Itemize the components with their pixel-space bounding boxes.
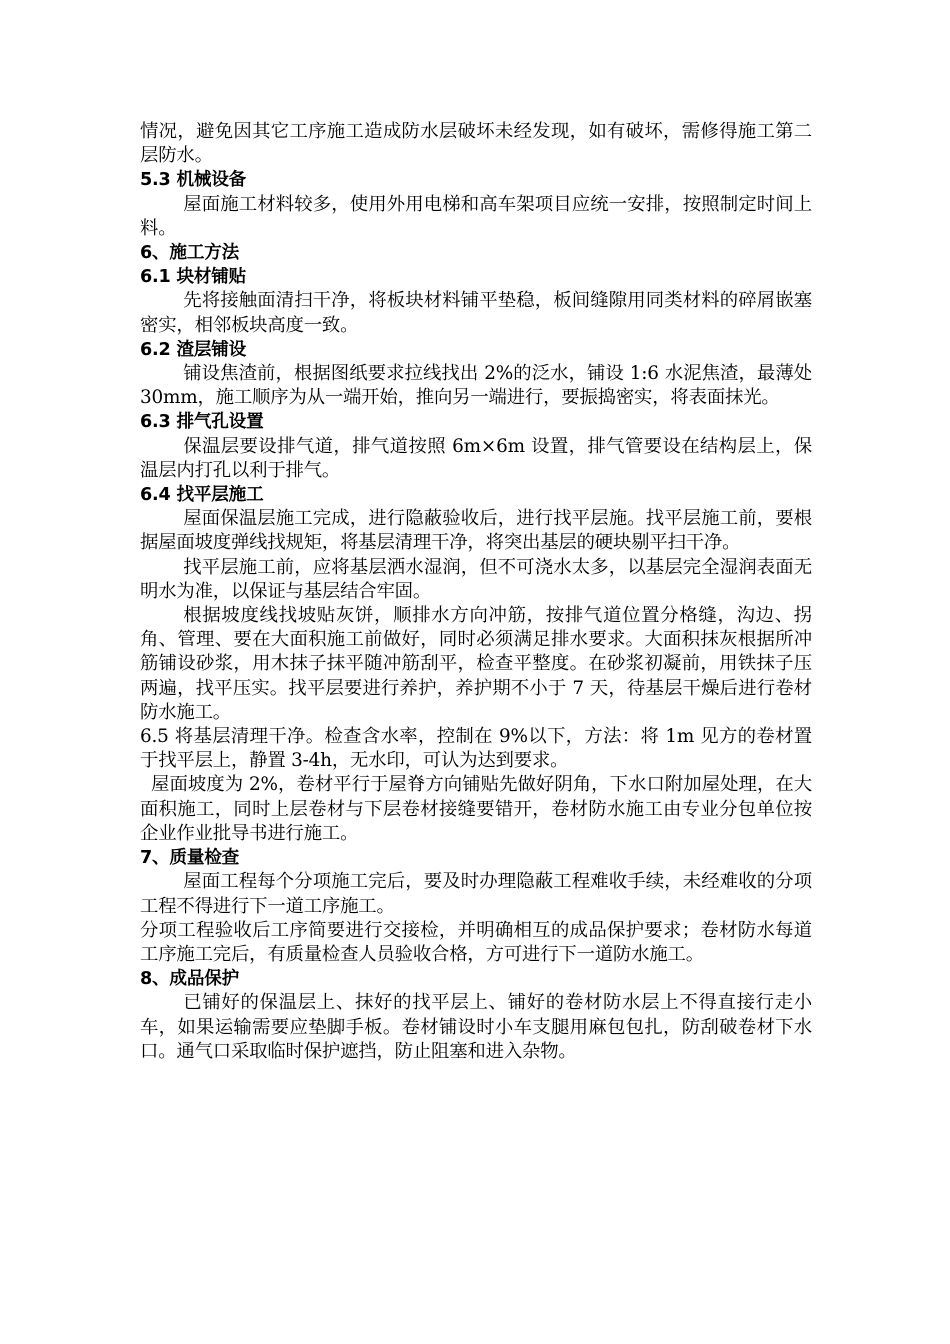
paragraph-6-2: 铺设焦渣前，根据图纸要求拉线找出 2%的泛水，铺设 1:6 水泥焦渣，最薄处 30mm，施工顺序为从一端开始，推向另一端进行，要振捣密实，将表面抹光。	[140, 363, 812, 409]
heading-6: 6、施工方法	[140, 243, 240, 264]
heading-5-3: 5.3 机械设备	[140, 170, 247, 191]
paragraph-6-1: 先将接触面清扫干净，将板块材料铺平垫稳，板间缝隙用同类材料的碎屑嵌塞密实，相邻板块高度一致。	[140, 290, 812, 336]
paragraph-6-4-b: 找平层施工前，应将基层洒水湿润，但不可浇水太多，以基层完全湿润表面无明水为准，以保证与基层结合牢固。	[140, 556, 812, 602]
paragraph-6-5-b: 屋面坡度为 2%，卷材平行于屋脊方向铺贴先做好阴角，下水口附加屋处理，在大面积施工，同时上层卷材与下层卷材接缝要错开，卷材防水施工由专业分包单位按企业作业批导书进行施工。	[140, 774, 812, 844]
heading-6-2: 6.2 渣层铺设	[140, 339, 247, 360]
heading-6-1: 6.1 块材铺贴	[140, 267, 247, 288]
paragraph-6-3: 保温层要设排气道，排气道按照 6m×6m 设置，排气管要设在结构层上，保温层内打孔以利于排气。	[140, 435, 812, 481]
paragraph-7-a: 屋面工程每个分项施工完后，要及时办理隐蔽工程难收手续，未经难收的分项工程不得进行下一道工序施工。	[140, 871, 812, 917]
paragraph-6-5: 6.5 将基层清理干净。检查含水率，控制在 9%以下，方法：将 1m 见方的卷材置于找平层上，静置 3-4h，无水印，可认为达到要求。	[140, 726, 812, 772]
paragraph-6-4-c: 根据坡度线找坡贴灰饼，顺排水方向冲筋，按排气道位置分格缝，沟边、拐角、管理、要在大面积施工前做好，同时必须满足排水要求。大面积抹灰根据所冲筋铺设砂浆，用木抹子抹平随冲筋刮平，检查平整度。在砂浆初凝前，用铁抹子压两遍，找平压实。找平层要进行养护，养护期不小于 7 天，待基层干燥后进行卷材防水施工。	[140, 605, 812, 723]
heading-7: 7、质量检查	[140, 848, 240, 869]
paragraph-8: 已铺好的保温层上、抹好的找平层上、铺好的卷材防水层上不得直接行走小车，如果运输需要应垫脚手板。卷材铺设时小车支腿用麻包包扎，防刮破卷材下水口。通气口采取临时保护遮挡，防止阻塞和进入杂物。	[140, 992, 812, 1062]
paragraph-intro: 情况，避免因其它工序施工造成防水层破坏未经发现，如有破坏，需修得施工第二层防水。	[140, 121, 812, 167]
heading-8: 8、成品保护	[140, 969, 240, 990]
document-page	[140, 120, 812, 1064]
paragraph-6-4-a: 屋面保温层施工完成，进行隐蔽验收后，进行找平层施。找平层施工前，要根据屋面坡度弹线找规矩，将基层清理干净，将突出基层的硬块剔平扫干净。	[140, 508, 812, 554]
paragraph-5-3: 屋面施工材料较多，使用外用电梯和高车架项目应统一安排，按照制定时间上料。	[140, 193, 812, 239]
heading-6-3: 6.3 排气孔设置	[140, 412, 264, 433]
paragraph-7-b: 分项工程验收后工序简要进行交接检，并明确相互的成品保护要求；卷材防水每道工序施工完后，有质量检查人员验收合格，方可进行下一道防水施工。	[140, 919, 812, 965]
heading-6-4: 6.4 找平层施工	[140, 485, 264, 506]
